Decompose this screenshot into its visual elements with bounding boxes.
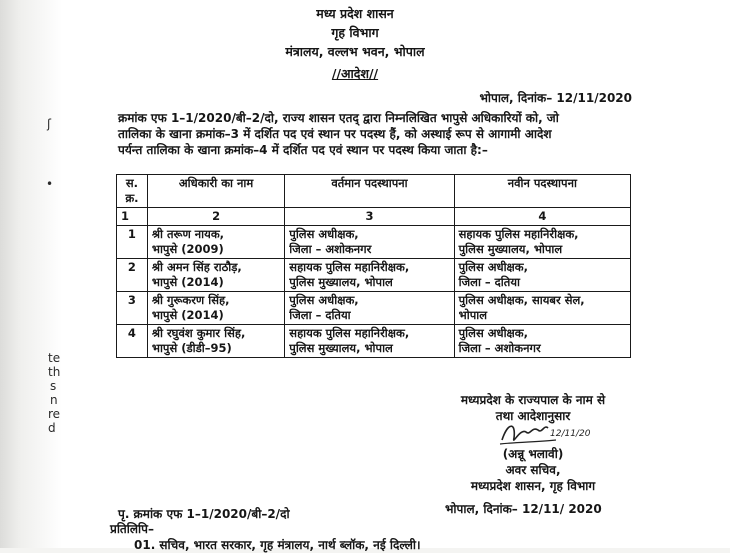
department-name: गृह विभाग [331,25,379,40]
officer-batch: भापुसे (डीडी–95) [151,341,232,355]
current-location: पुलिस मुख्यालय, भोपाल [289,275,393,289]
header-serial: स. क्र. [117,175,148,208]
signatory-name: (अन्नू भलावी) [502,447,564,461]
signatory-designation: अवर सचिव, [505,463,561,477]
officer-batch: भापुसे (2014) [151,275,224,289]
margin-fragment: s [50,379,57,393]
order-body-paragraph [118,110,648,158]
government-name: मध्य प्रदेश शासन [316,6,394,21]
new-posting-cell [454,292,630,325]
table-row [117,259,631,292]
officer-name-cell [147,226,284,259]
column-number: 3 [285,208,454,226]
new-posting-cell [454,259,630,292]
current-location: जिला – अशोकनगर [289,242,372,256]
authority-line: मध्यप्रदेश के राज्यपाल के नाम से [460,393,606,407]
margin-dot-mark: • [46,177,54,191]
column-number: 4 [454,208,630,226]
current-posting-cell [285,259,454,292]
current-post: सहायक पुलिस महानिरीक्षक, [289,326,410,340]
svg-text:12/11/20: 12/11/20 [550,429,591,439]
endorsement-date: भोपाल, दिनांक– 12/11/ 2020 [445,502,602,516]
office-address: मंत्रालय, वल्लभ भवन, भोपाल [285,44,425,59]
table-row [117,292,631,325]
posting-table [116,174,631,358]
body-line: क्रमांक एफ 1–1/2020/बी–2/दो, राज्य शासन एतद् द्वारा निम्नलिखित भापुसे अधिकारियों को, जो [118,111,559,125]
new-location: जिला – अशोकनगर [458,341,541,355]
current-location: पुलिस मुख्यालय, भोपाल [289,341,393,355]
officer-name: श्री रघुवंश कुमार सिंह, [151,326,246,340]
margin-bracket-mark: ʃ [47,117,52,131]
officer-name: श्री गुरूकरण सिंह, [151,293,230,307]
margin-fragment: re [48,407,61,421]
officer-name-cell [147,325,284,358]
table-row [117,325,631,358]
serial-cell: 1 [117,226,148,259]
margin-fragment: d [48,421,56,435]
current-post: पुलिस अधीक्षक, [289,227,359,241]
column-number-row [117,208,631,226]
table-row [117,226,631,259]
margin-fragment: n [50,393,58,407]
body-line: पर्यन्त तालिका के खाना क्रमांक–4 में दर्शित पद एवं स्थान पर पदस्थ किया जाता है:– [118,143,488,157]
column-number: 1 [117,208,148,226]
officer-name: श्री अमन सिंह राठौड़, [151,260,242,274]
new-location: जिला – दतिया [458,275,520,289]
signatory-block [418,446,648,494]
authority-line: तथा आदेशानुसार [495,409,571,423]
new-post: पुलिस अधीक्षक, सायबर सेल, [458,293,585,307]
current-location: जिला – दतिया [289,308,351,322]
current-posting-cell [285,325,454,358]
current-posting-cell [285,292,454,325]
column-number: 2 [147,208,284,226]
new-posting-cell [454,226,630,259]
table-header-row [117,175,631,208]
endorsement-reference: पृ. क्रमांक एफ 1–1/2020/बी–2/दो [118,507,290,521]
header-new-posting: नवीन पदस्थापना [454,175,630,208]
margin-fragment: th [48,365,61,379]
officer-name-cell [147,292,284,325]
copy-label: प्रतिलिपि– [110,522,154,536]
new-post: पुलिस अधीक्षक, [458,260,529,274]
new-post: सहायक पुलिस महानिरीक्षक, [458,227,579,241]
signatory-department: मध्यप्रदेश शासन, गृह विभाग [470,479,596,493]
current-post: पुलिस अधीक्षक, [289,293,359,307]
page-edge-shadow [0,0,62,548]
new-location: पुलिस मुख्यालय, भोपाल [458,242,563,256]
new-location: भोपाल [458,308,488,322]
officer-batch: भापुसे (2014) [151,308,224,322]
header-current-posting: वर्तमान पदस्थापना [285,175,454,208]
officer-batch: भापुसे (2009) [151,242,224,256]
order-date-line: भोपाल, दिनांक– 12/11/2020 [479,91,632,105]
copy-recipient: 01. सचिव, भारत सरकार, गृह मंत्रालय, नार्थ ब्लॉक, नई दिल्ली। [134,538,421,552]
current-post: सहायक पुलिस महानिरीक्षक, [289,260,410,274]
officer-name-cell [147,259,284,292]
new-posting-cell [454,325,630,358]
order-title: //आदेश// [331,66,379,81]
new-post: पुलिस अधीक्षक, [458,326,529,340]
body-line: तालिका के खाना क्रमांक–3 में दर्शित पद एवं स्थान पर पदस्थ हैं, को अस्थाई रूप से आगामी आदेश [118,127,552,141]
current-posting-cell [285,226,454,259]
serial-cell: 3 [117,292,148,325]
margin-fragment: te [48,351,61,365]
serial-cell: 2 [117,259,148,292]
serial-cell: 4 [117,325,148,358]
officer-name: श्री तरूण नायक, [151,227,225,241]
header-officer-name: अधिकारी का नाम [147,175,284,208]
